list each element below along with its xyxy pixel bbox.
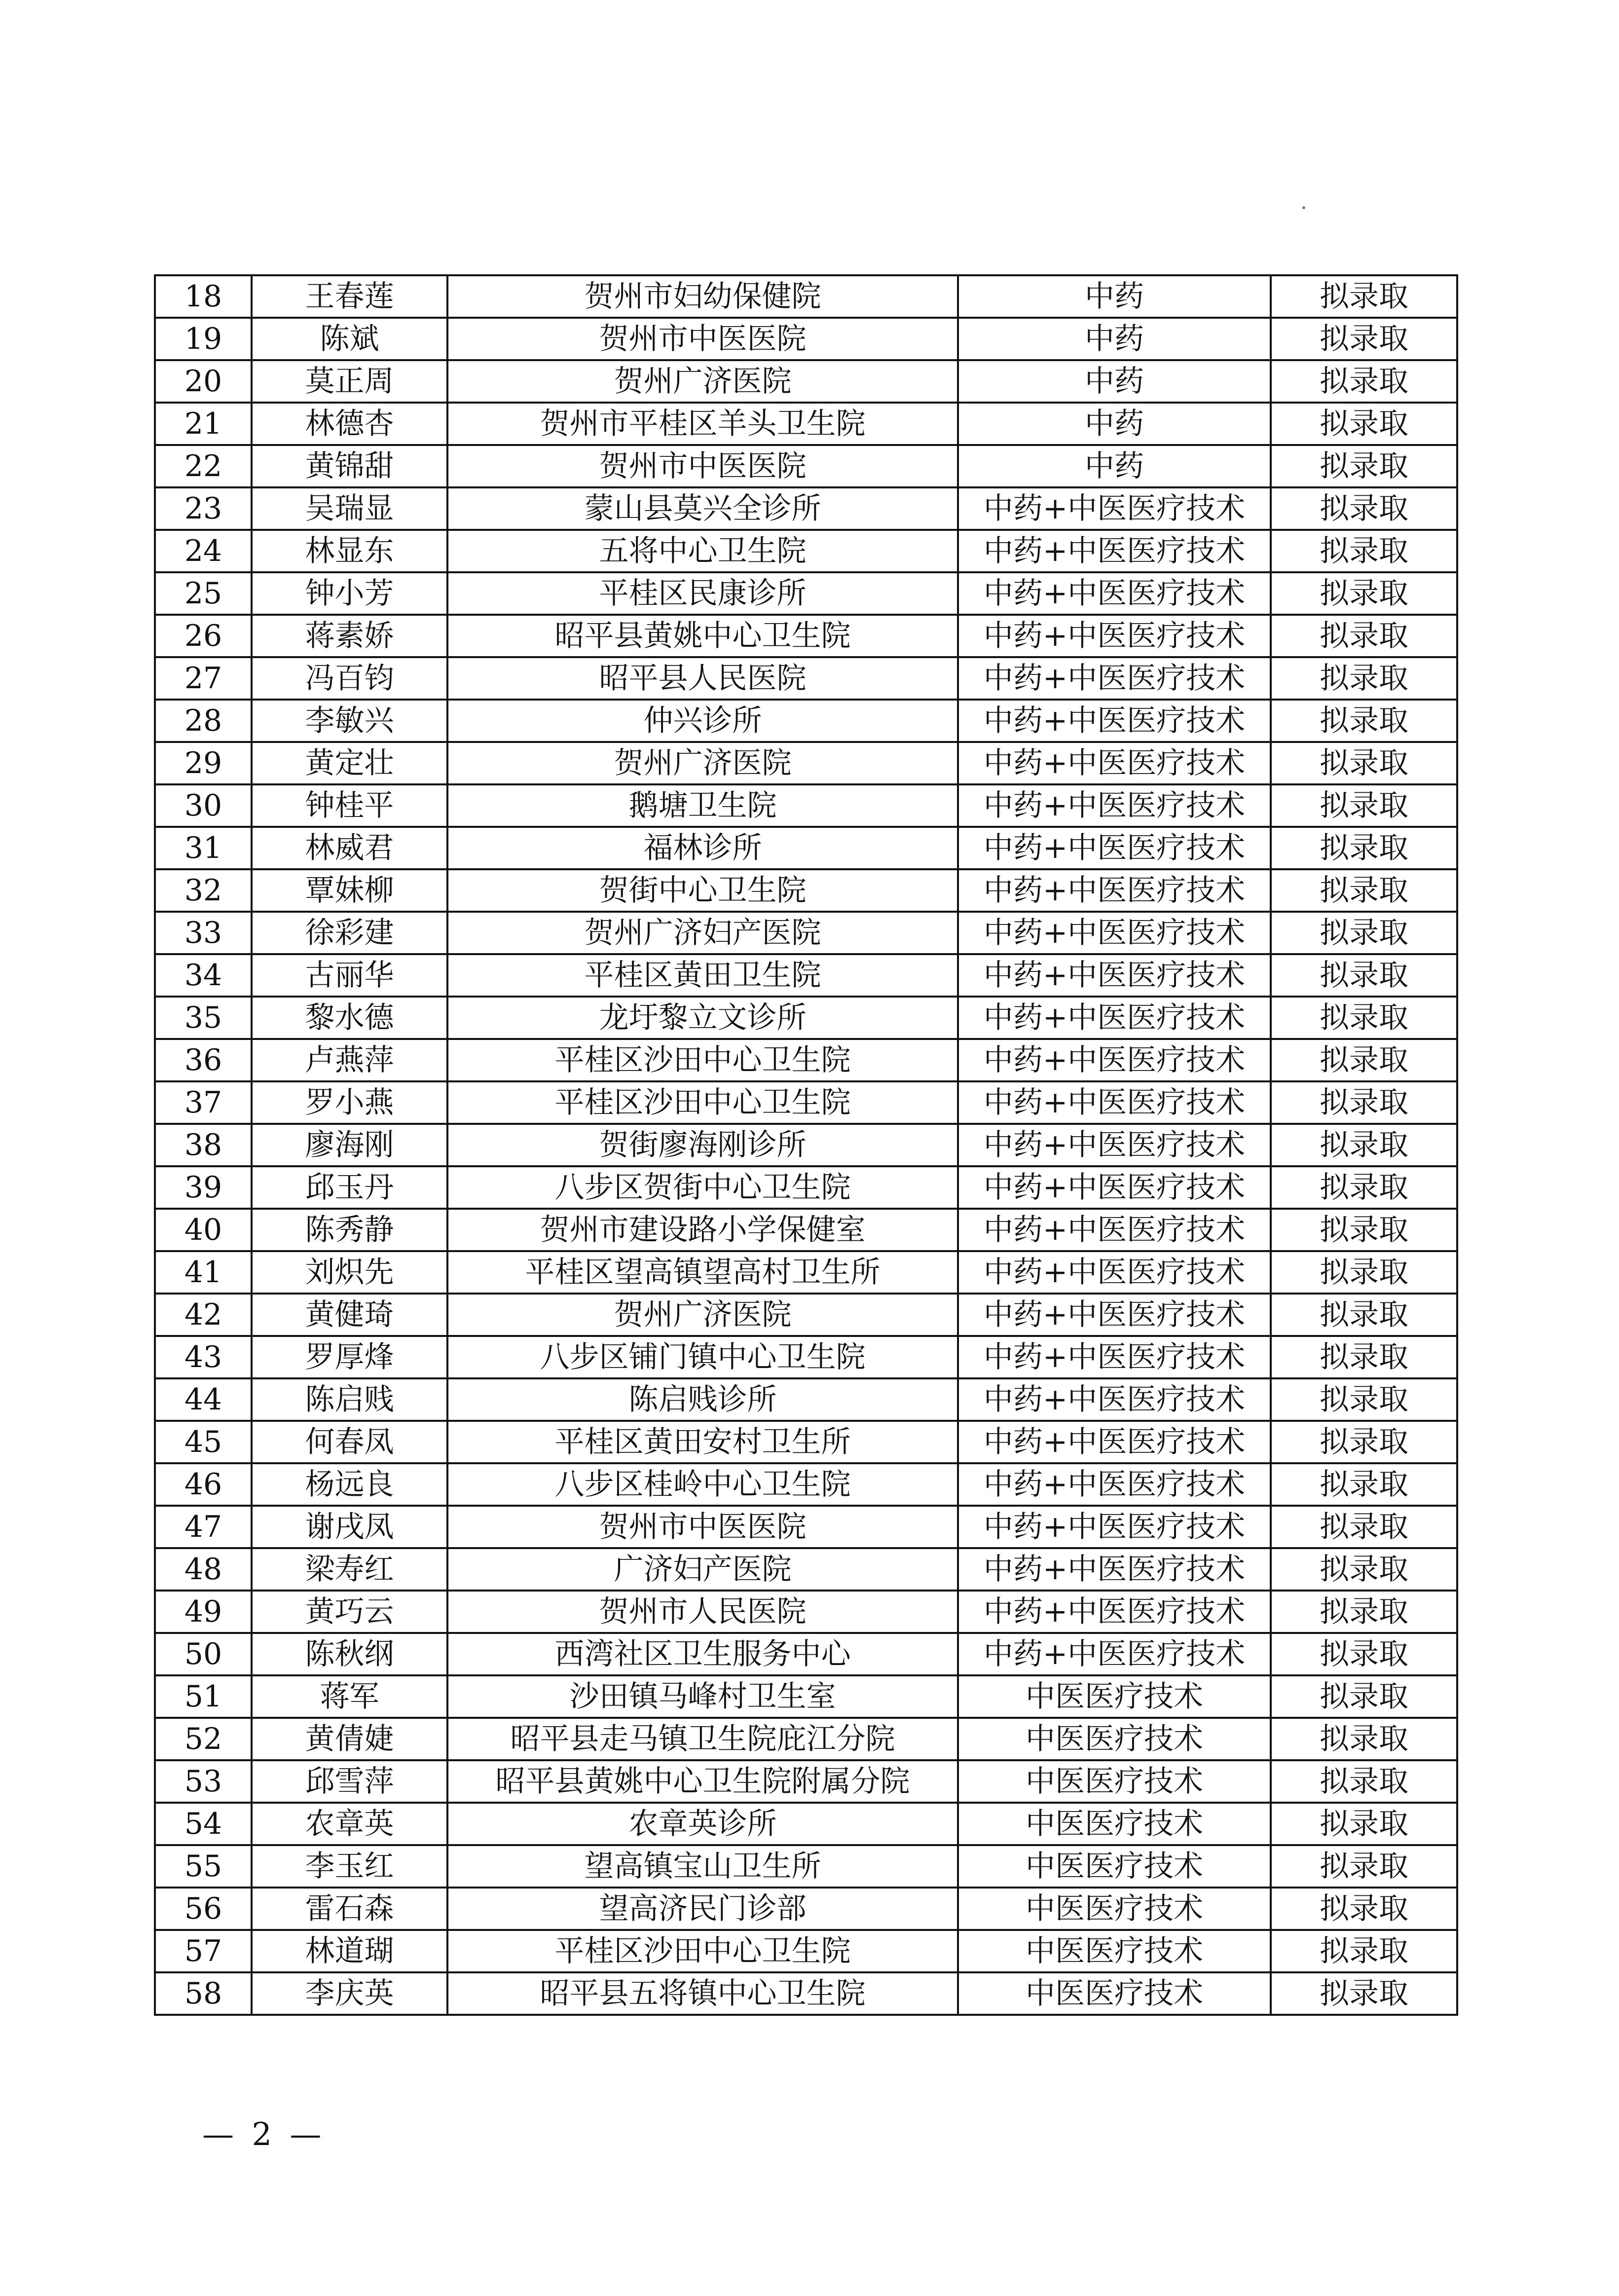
subject-cell: 中药 bbox=[958, 318, 1271, 360]
name-cell: 钟桂平 bbox=[252, 784, 447, 827]
table-row bbox=[155, 445, 1457, 487]
result-cell: 拟录取 bbox=[1271, 1718, 1457, 1760]
subject-cell: 中药 bbox=[958, 445, 1271, 487]
result-cell: 拟录取 bbox=[1271, 784, 1457, 827]
row-number-cell: 44 bbox=[155, 1378, 252, 1421]
unit-cell: 仲兴诊所 bbox=[447, 700, 958, 742]
unit-cell: 贺州市平桂区羊头卫生院 bbox=[447, 403, 958, 445]
result-cell: 拟录取 bbox=[1271, 1930, 1457, 1972]
name-cell: 蒋军 bbox=[252, 1675, 447, 1718]
subject-cell: 中药+中医医疗技术 bbox=[958, 1081, 1271, 1124]
row-number-cell: 55 bbox=[155, 1845, 252, 1888]
result-cell: 拟录取 bbox=[1271, 1506, 1457, 1548]
result-cell: 拟录取 bbox=[1271, 1803, 1457, 1845]
unit-cell: 昭平县五将镇中心卫生院 bbox=[447, 1972, 958, 2015]
row-number-cell: 57 bbox=[155, 1930, 252, 1972]
subject-cell: 中药+中医医疗技术 bbox=[958, 700, 1271, 742]
row-number-cell: 43 bbox=[155, 1336, 252, 1378]
row-number-cell: 49 bbox=[155, 1591, 252, 1633]
table-row bbox=[155, 1760, 1457, 1803]
table-row bbox=[155, 1166, 1457, 1209]
row-number-cell: 41 bbox=[155, 1251, 252, 1294]
unit-cell: 农章英诊所 bbox=[447, 1803, 958, 1845]
result-cell: 拟录取 bbox=[1271, 1591, 1457, 1633]
name-cell: 黄巧云 bbox=[252, 1591, 447, 1633]
name-cell: 陈秋纲 bbox=[252, 1633, 447, 1675]
result-cell: 拟录取 bbox=[1271, 997, 1457, 1039]
subject-cell: 中药+中医医疗技术 bbox=[958, 657, 1271, 700]
subject-cell: 中医医疗技术 bbox=[958, 1718, 1271, 1760]
subject-cell: 中药 bbox=[958, 275, 1271, 318]
result-cell: 拟录取 bbox=[1271, 1845, 1457, 1888]
unit-cell: 福林诊所 bbox=[447, 827, 958, 869]
unit-cell: 龙圩黎立文诊所 bbox=[447, 997, 958, 1039]
unit-cell: 蒙山县莫兴全诊所 bbox=[447, 487, 958, 530]
result-cell: 拟录取 bbox=[1271, 1294, 1457, 1336]
name-cell: 黄定壮 bbox=[252, 742, 447, 784]
result-cell: 拟录取 bbox=[1271, 1633, 1457, 1675]
name-cell: 邱玉丹 bbox=[252, 1166, 447, 1209]
result-cell: 拟录取 bbox=[1271, 403, 1457, 445]
result-cell: 拟录取 bbox=[1271, 1888, 1457, 1930]
row-number-cell: 38 bbox=[155, 1124, 252, 1166]
table-row bbox=[155, 954, 1457, 997]
row-number-cell: 23 bbox=[155, 487, 252, 530]
name-cell: 黄健琦 bbox=[252, 1294, 447, 1336]
table-row bbox=[155, 827, 1457, 869]
result-cell: 拟录取 bbox=[1271, 572, 1457, 615]
result-cell: 拟录取 bbox=[1271, 869, 1457, 912]
unit-cell: 贺州广济妇产医院 bbox=[447, 912, 958, 954]
name-cell: 黄锦甜 bbox=[252, 445, 447, 487]
result-cell: 拟录取 bbox=[1271, 657, 1457, 700]
row-number-cell: 45 bbox=[155, 1421, 252, 1463]
unit-cell: 贺州广济医院 bbox=[447, 742, 958, 784]
subject-cell: 中药+中医医疗技术 bbox=[958, 1209, 1271, 1251]
unit-cell: 五将中心卫生院 bbox=[447, 530, 958, 572]
result-cell: 拟录取 bbox=[1271, 1081, 1457, 1124]
unit-cell: 贺街中心卫生院 bbox=[447, 869, 958, 912]
name-cell: 王春莲 bbox=[252, 275, 447, 318]
subject-cell: 中药+中医医疗技术 bbox=[958, 1294, 1271, 1336]
row-number-cell: 22 bbox=[155, 445, 252, 487]
name-cell: 蒋素娇 bbox=[252, 615, 447, 657]
result-cell: 拟录取 bbox=[1271, 1209, 1457, 1251]
row-number-cell: 29 bbox=[155, 742, 252, 784]
unit-cell: 贺州市建设路小学保健室 bbox=[447, 1209, 958, 1251]
row-number-cell: 35 bbox=[155, 997, 252, 1039]
unit-cell: 贺街廖海刚诊所 bbox=[447, 1124, 958, 1166]
name-cell: 罗小燕 bbox=[252, 1081, 447, 1124]
name-cell: 农章英 bbox=[252, 1803, 447, 1845]
row-number-cell: 46 bbox=[155, 1463, 252, 1506]
unit-cell: 平桂区沙田中心卫生院 bbox=[447, 1081, 958, 1124]
unit-cell: 贺州广济医院 bbox=[447, 1294, 958, 1336]
result-cell: 拟录取 bbox=[1271, 1336, 1457, 1378]
result-cell: 拟录取 bbox=[1271, 445, 1457, 487]
table-row bbox=[155, 1378, 1457, 1421]
subject-cell: 中药+中医医疗技术 bbox=[958, 1463, 1271, 1506]
subject-cell: 中药+中医医疗技术 bbox=[958, 615, 1271, 657]
result-cell: 拟录取 bbox=[1271, 530, 1457, 572]
page-number: — 2 — bbox=[202, 2116, 326, 2153]
unit-cell: 平桂区望高镇望高村卫生所 bbox=[447, 1251, 958, 1294]
name-cell: 李玉红 bbox=[252, 1845, 447, 1888]
table-row bbox=[155, 1972, 1457, 2015]
unit-cell: 昭平县黄姚中心卫生院附属分院 bbox=[447, 1760, 958, 1803]
result-cell: 拟录取 bbox=[1271, 912, 1457, 954]
name-cell: 林显东 bbox=[252, 530, 447, 572]
unit-cell: 八步区桂岭中心卫生院 bbox=[447, 1463, 958, 1506]
name-cell: 邱雪萍 bbox=[252, 1760, 447, 1803]
name-cell: 何春凤 bbox=[252, 1421, 447, 1463]
result-cell: 拟录取 bbox=[1271, 1463, 1457, 1506]
unit-cell: 平桂区沙田中心卫生院 bbox=[447, 1039, 958, 1081]
row-number-cell: 40 bbox=[155, 1209, 252, 1251]
unit-cell: 贺州市中医医院 bbox=[447, 445, 958, 487]
unit-cell: 广济妇产医院 bbox=[447, 1548, 958, 1591]
table-row bbox=[155, 912, 1457, 954]
name-cell: 钟小芳 bbox=[252, 572, 447, 615]
name-cell: 徐彩建 bbox=[252, 912, 447, 954]
subject-cell: 中药+中医医疗技术 bbox=[958, 1251, 1271, 1294]
row-number-cell: 18 bbox=[155, 275, 252, 318]
subject-cell: 中药+中医医疗技术 bbox=[958, 1633, 1271, 1675]
unit-cell: 贺州市中医医院 bbox=[447, 1506, 958, 1548]
row-number-cell: 53 bbox=[155, 1760, 252, 1803]
subject-cell: 中药+中医医疗技术 bbox=[958, 572, 1271, 615]
table-row bbox=[155, 1845, 1457, 1888]
table-row bbox=[155, 1930, 1457, 1972]
row-number-cell: 34 bbox=[155, 954, 252, 997]
table-row bbox=[155, 1633, 1457, 1675]
table-row bbox=[155, 1718, 1457, 1760]
subject-cell: 中药+中医医疗技术 bbox=[958, 869, 1271, 912]
table-row bbox=[155, 1506, 1457, 1548]
subject-cell: 中医医疗技术 bbox=[958, 1760, 1271, 1803]
table-row bbox=[155, 1803, 1457, 1845]
table-row bbox=[155, 572, 1457, 615]
table-row bbox=[155, 869, 1457, 912]
row-number-cell: 36 bbox=[155, 1039, 252, 1081]
result-cell: 拟录取 bbox=[1271, 1251, 1457, 1294]
table-row bbox=[155, 1463, 1457, 1506]
result-cell: 拟录取 bbox=[1271, 742, 1457, 784]
name-cell: 刘炽先 bbox=[252, 1251, 447, 1294]
unit-cell: 沙田镇马峰村卫生室 bbox=[447, 1675, 958, 1718]
table-row bbox=[155, 1591, 1457, 1633]
result-cell: 拟录取 bbox=[1271, 1166, 1457, 1209]
subject-cell: 中医医疗技术 bbox=[958, 1930, 1271, 1972]
name-cell: 覃妹柳 bbox=[252, 869, 447, 912]
table-row bbox=[155, 360, 1457, 403]
name-cell: 梁寿红 bbox=[252, 1548, 447, 1591]
subject-cell: 中药+中医医疗技术 bbox=[958, 954, 1271, 997]
result-cell: 拟录取 bbox=[1271, 1675, 1457, 1718]
name-cell: 雷石森 bbox=[252, 1888, 447, 1930]
name-cell: 谢戌凤 bbox=[252, 1506, 447, 1548]
unit-cell: 昭平县走马镇卫生院庇江分院 bbox=[447, 1718, 958, 1760]
name-cell: 陈秀静 bbox=[252, 1209, 447, 1251]
unit-cell: 贺州市妇幼保健院 bbox=[447, 275, 958, 318]
row-number-cell: 21 bbox=[155, 403, 252, 445]
unit-cell: 昭平县黄姚中心卫生院 bbox=[447, 615, 958, 657]
row-number-cell: 33 bbox=[155, 912, 252, 954]
row-number-cell: 24 bbox=[155, 530, 252, 572]
subject-cell: 中药+中医医疗技术 bbox=[958, 997, 1271, 1039]
name-cell: 林德杏 bbox=[252, 403, 447, 445]
scan-speck bbox=[1302, 206, 1305, 209]
row-number-cell: 52 bbox=[155, 1718, 252, 1760]
name-cell: 李庆英 bbox=[252, 1972, 447, 2015]
result-cell: 拟录取 bbox=[1271, 1378, 1457, 1421]
subject-cell: 中药+中医医疗技术 bbox=[958, 784, 1271, 827]
table-row bbox=[155, 530, 1457, 572]
table-row bbox=[155, 1124, 1457, 1166]
table-row bbox=[155, 1421, 1457, 1463]
subject-cell: 中医医疗技术 bbox=[958, 1972, 1271, 2015]
unit-cell: 昭平县人民医院 bbox=[447, 657, 958, 700]
row-number-cell: 26 bbox=[155, 615, 252, 657]
table-row bbox=[155, 997, 1457, 1039]
table-row bbox=[155, 700, 1457, 742]
result-cell: 拟录取 bbox=[1271, 318, 1457, 360]
row-number-cell: 51 bbox=[155, 1675, 252, 1718]
table-body bbox=[155, 275, 1457, 2015]
subject-cell: 中药+中医医疗技术 bbox=[958, 1591, 1271, 1633]
table-row bbox=[155, 1209, 1457, 1251]
name-cell: 罗厚烽 bbox=[252, 1336, 447, 1378]
subject-cell: 中药 bbox=[958, 360, 1271, 403]
row-number-cell: 20 bbox=[155, 360, 252, 403]
row-number-cell: 30 bbox=[155, 784, 252, 827]
row-number-cell: 56 bbox=[155, 1888, 252, 1930]
row-number-cell: 54 bbox=[155, 1803, 252, 1845]
subject-cell: 中药+中医医疗技术 bbox=[958, 1548, 1271, 1591]
unit-cell: 贺州广济医院 bbox=[447, 360, 958, 403]
name-cell: 卢燕萍 bbox=[252, 1039, 447, 1081]
table-row bbox=[155, 1675, 1457, 1718]
subject-cell: 中药+中医医疗技术 bbox=[958, 1378, 1271, 1421]
unit-cell: 西湾社区卫生服务中心 bbox=[447, 1633, 958, 1675]
row-number-cell: 47 bbox=[155, 1506, 252, 1548]
table-row bbox=[155, 1336, 1457, 1378]
result-cell: 拟录取 bbox=[1271, 1972, 1457, 2015]
unit-cell: 贺州市中医医院 bbox=[447, 318, 958, 360]
table-row bbox=[155, 487, 1457, 530]
result-cell: 拟录取 bbox=[1271, 1548, 1457, 1591]
name-cell: 李敏兴 bbox=[252, 700, 447, 742]
row-number-cell: 37 bbox=[155, 1081, 252, 1124]
result-cell: 拟录取 bbox=[1271, 487, 1457, 530]
row-number-cell: 19 bbox=[155, 318, 252, 360]
result-cell: 拟录取 bbox=[1271, 700, 1457, 742]
unit-cell: 陈启贱诊所 bbox=[447, 1378, 958, 1421]
table-row bbox=[155, 1081, 1457, 1124]
subject-cell: 中医医疗技术 bbox=[958, 1675, 1271, 1718]
subject-cell: 中药+中医医疗技术 bbox=[958, 912, 1271, 954]
name-cell: 林道瑚 bbox=[252, 1930, 447, 1972]
unit-cell: 平桂区黄田安村卫生所 bbox=[447, 1421, 958, 1463]
subject-cell: 中药+中医医疗技术 bbox=[958, 1336, 1271, 1378]
unit-cell: 望高济民门诊部 bbox=[447, 1888, 958, 1930]
name-cell: 陈启贱 bbox=[252, 1378, 447, 1421]
unit-cell: 平桂区黄田卫生院 bbox=[447, 954, 958, 997]
row-number-cell: 28 bbox=[155, 700, 252, 742]
table-row bbox=[155, 403, 1457, 445]
name-cell: 吴瑞显 bbox=[252, 487, 447, 530]
table-row bbox=[155, 615, 1457, 657]
unit-cell: 八步区贺街中心卫生院 bbox=[447, 1166, 958, 1209]
result-cell: 拟录取 bbox=[1271, 1039, 1457, 1081]
row-number-cell: 32 bbox=[155, 869, 252, 912]
unit-cell: 望高镇宝山卫生所 bbox=[447, 1845, 958, 1888]
name-cell: 黎水德 bbox=[252, 997, 447, 1039]
subject-cell: 中医医疗技术 bbox=[958, 1803, 1271, 1845]
name-cell: 古丽华 bbox=[252, 954, 447, 997]
row-number-cell: 31 bbox=[155, 827, 252, 869]
table-row bbox=[155, 1294, 1457, 1336]
table-row bbox=[155, 318, 1457, 360]
subject-cell: 中药+中医医疗技术 bbox=[958, 827, 1271, 869]
name-cell: 莫正周 bbox=[252, 360, 447, 403]
table-row bbox=[155, 1251, 1457, 1294]
admission-table bbox=[154, 274, 1458, 2016]
name-cell: 林威君 bbox=[252, 827, 447, 869]
row-number-cell: 39 bbox=[155, 1166, 252, 1209]
result-cell: 拟录取 bbox=[1271, 1421, 1457, 1463]
row-number-cell: 27 bbox=[155, 657, 252, 700]
row-number-cell: 42 bbox=[155, 1294, 252, 1336]
table-row bbox=[155, 742, 1457, 784]
subject-cell: 中医医疗技术 bbox=[958, 1845, 1271, 1888]
result-cell: 拟录取 bbox=[1271, 954, 1457, 997]
subject-cell: 中药+中医医疗技术 bbox=[958, 1506, 1271, 1548]
subject-cell: 中药+中医医疗技术 bbox=[958, 530, 1271, 572]
subject-cell: 中药 bbox=[958, 403, 1271, 445]
row-number-cell: 25 bbox=[155, 572, 252, 615]
unit-cell: 平桂区民康诊所 bbox=[447, 572, 958, 615]
result-cell: 拟录取 bbox=[1271, 615, 1457, 657]
result-cell: 拟录取 bbox=[1271, 360, 1457, 403]
row-number-cell: 50 bbox=[155, 1633, 252, 1675]
table-row bbox=[155, 657, 1457, 700]
name-cell: 黄倩婕 bbox=[252, 1718, 447, 1760]
subject-cell: 中药+中医医疗技术 bbox=[958, 1124, 1271, 1166]
subject-cell: 中医医疗技术 bbox=[958, 1888, 1271, 1930]
result-cell: 拟录取 bbox=[1271, 1124, 1457, 1166]
name-cell: 陈斌 bbox=[252, 318, 447, 360]
subject-cell: 中药+中医医疗技术 bbox=[958, 1421, 1271, 1463]
name-cell: 杨远良 bbox=[252, 1463, 447, 1506]
table-row bbox=[155, 275, 1457, 318]
subject-cell: 中药+中医医疗技术 bbox=[958, 742, 1271, 784]
name-cell: 冯百钧 bbox=[252, 657, 447, 700]
unit-cell: 鹅塘卫生院 bbox=[447, 784, 958, 827]
result-cell: 拟录取 bbox=[1271, 1760, 1457, 1803]
subject-cell: 中药+中医医疗技术 bbox=[958, 487, 1271, 530]
table-row bbox=[155, 1039, 1457, 1081]
unit-cell: 平桂区沙田中心卫生院 bbox=[447, 1930, 958, 1972]
table-row bbox=[155, 1548, 1457, 1591]
row-number-cell: 48 bbox=[155, 1548, 252, 1591]
unit-cell: 贺州市人民医院 bbox=[447, 1591, 958, 1633]
row-number-cell: 58 bbox=[155, 1972, 252, 2015]
subject-cell: 中药+中医医疗技术 bbox=[958, 1166, 1271, 1209]
result-cell: 拟录取 bbox=[1271, 827, 1457, 869]
subject-cell: 中药+中医医疗技术 bbox=[958, 1039, 1271, 1081]
table-row bbox=[155, 1888, 1457, 1930]
unit-cell: 八步区铺门镇中心卫生院 bbox=[447, 1336, 958, 1378]
name-cell: 廖海刚 bbox=[252, 1124, 447, 1166]
table-row bbox=[155, 784, 1457, 827]
result-cell: 拟录取 bbox=[1271, 275, 1457, 318]
